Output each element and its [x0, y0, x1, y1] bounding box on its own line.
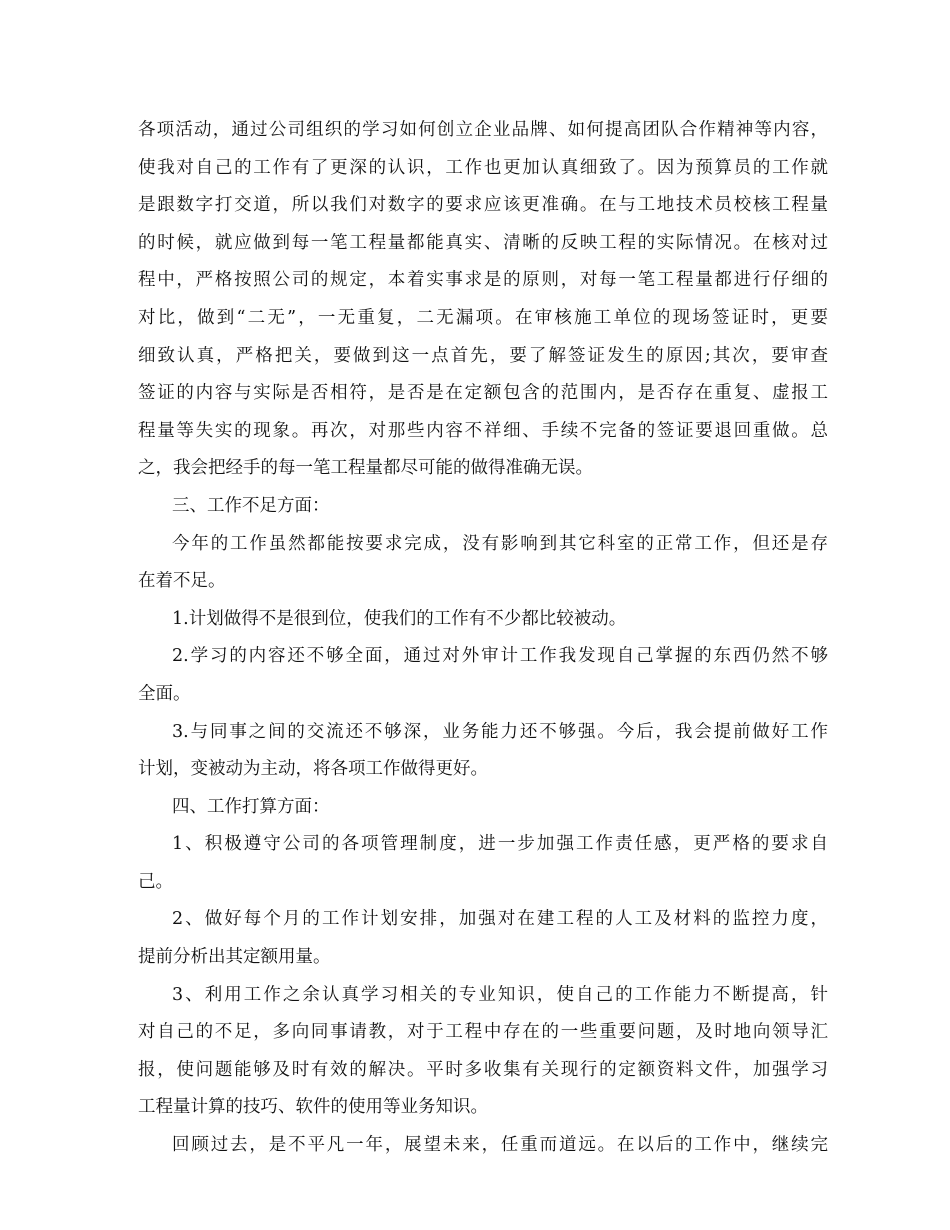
text-line: 在着不足。	[138, 571, 226, 592]
text-line: 3、利用工作之余认真学习相关的专业知识，使自己的工作能力不断提高，针	[172, 984, 828, 1005]
text-line: 己。	[138, 871, 173, 892]
text-line: 签证的内容与实际是否相符，是否是在定额包含的范围内，是否存在重复、虚报工	[138, 383, 828, 404]
text-line: 1.计划做得不是很到位，使我们的工作有不少都比较被动。	[172, 608, 627, 629]
text-line: 是跟数字打交道，所以我们对数字的要求应该更准确。在与工地技术员校核工程量	[138, 195, 828, 216]
text-line: 程中，严格按照公司的规定，本着实事求是的原则，对每一笔工程量都进行仔细的	[138, 270, 828, 291]
text-line: 工程量计算的技巧、软件的使用等业务知识。	[138, 1097, 488, 1118]
text-line: 今年的工作虽然都能按要求完成，没有影响到其它科室的正常工作，但还是存	[172, 533, 828, 554]
text-line: 提前分析出其定额用量。	[138, 947, 331, 968]
text-line: 回顾过去，是不平凡一年，展望未来，任重而道远。在以后的工作中，继续完	[172, 1135, 828, 1156]
text-line: 各项活动，通过公司组织的学习如何创立企业品牌、如何提高团队合作精神等内容，	[138, 120, 828, 140]
text-line: 计划，变被动为主动，将各项工作做得更好。	[138, 759, 488, 780]
text-line: 使我对自己的工作有了更深的认识，工作也更加认真细致了。因为预算员的工作就	[138, 157, 828, 178]
document-body	[138, 112, 828, 1165]
text-line: 对自己的不足，多向同事请教，对于工程中存在的一些重要问题，及时地向领导汇	[138, 1022, 828, 1043]
text-line: 2、做好每个月的工作计划安排，加强对在建工程的人工及材料的监控力度，	[172, 909, 828, 930]
text-line: 细致认真，严格把关，要做到这一点首先，要了解签证发生的原因;其次，要审查	[138, 345, 828, 366]
text-line: 报，使问题能够及时有效的解决。平时多收集有关现行的定额资料文件，加强学习	[138, 1059, 828, 1080]
text-line: 2.学习的内容还不够全面，通过对外审计工作我发现自己掌握的东西仍然不够	[172, 646, 828, 667]
text-line: 三、工作不足方面：	[172, 495, 330, 516]
text-line: 的时候，就应做到每一笔工程量都能真实、清晰的反映工程的实际情况。在核对过	[138, 232, 828, 253]
text-line: 全面。	[138, 683, 191, 704]
text-line: 四、工作打算方面：	[172, 796, 330, 817]
text-line: 对比，做到“二无”，一无重复，二无漏项。在审核施工单位的现场签证时，更要	[138, 307, 828, 328]
text-line: 3.与同事之间的交流还不够深，业务能力还不够强。今后，我会提前做好工作	[172, 721, 828, 742]
text-line: 1、积极遵守公司的各项管理制度，进一步加强工作责任感，更严格的要求自	[172, 834, 828, 855]
text-line: 程量等失实的现象。再次，对那些内容不祥细、手续不完备的签证要退回重做。总	[138, 420, 828, 441]
text-line: 之，我会把经手的每一笔工程量都尽可能的做得准确无误。	[138, 458, 593, 479]
